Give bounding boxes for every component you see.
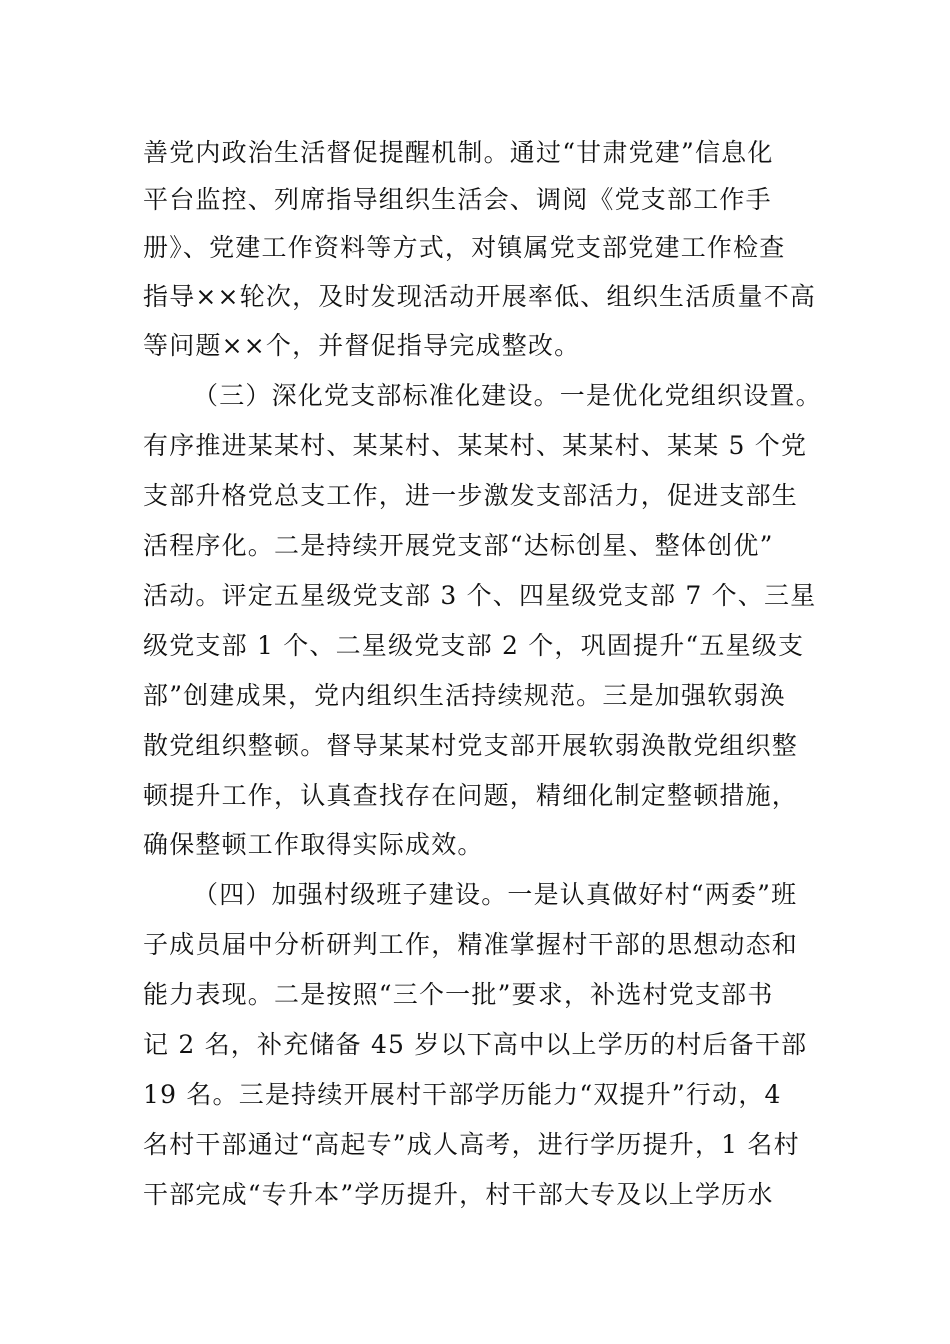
text-line-4: 指导××轮次，及时发现活动开展率低、组织生活质量不高 — [143, 282, 817, 311]
text-line-12: 部”创建成果，党内组织生活持续规范。三是加强软弱涣 — [143, 681, 786, 710]
text-line-20: 19 名。三是持续开展村干部学历能力“双提升”行动，4 — [143, 1080, 782, 1109]
text-line-7: 有序推进某某村、某某村、某某村、某某村、某某 5 个党 — [143, 431, 808, 460]
text-line-11: 级党支部 1 个、二星级党支部 2 个，巩固提升“五星级支 — [143, 631, 805, 660]
text-line-19: 记 2 名，补充储备 45 岁以下高中以上学历的村后备干部 — [143, 1030, 808, 1059]
section-4-heading-line: （四）加强村级班子建设。一是认真做好村“两委”班 — [193, 880, 798, 909]
text-line-14: 顿提升工作，认真查找存在问题，精细化制定整顿措施， — [143, 781, 799, 810]
text-line-10: 活动。评定五星级党支部 3 个、四星级党支部 7 个、三星 — [143, 581, 817, 610]
text-line-18: 能力表现。二是按照“三个一批”要求，补选村党支部书 — [143, 980, 774, 1009]
text-line-8: 支部升格党总支工作，进一步激发支部活力，促进支部生 — [143, 481, 799, 510]
text-line-1: 善党内政治生活督促提醒机制。通过“甘肃党建”信息化 — [143, 138, 774, 167]
text-line-3: 册》、党建工作资料等方式，对镇属党支部党建工作检查 — [143, 233, 786, 262]
section-3-heading-line: （三）深化党支部标准化建设。一是优化党组织设置。 — [193, 381, 822, 410]
text-line-2: 平台监控、列席指导组织生活会、调阅《党支部工作手 — [143, 185, 772, 214]
text-line-13: 散党组织整顿。督导某某村党支部开展软弱涣散党组织整 — [143, 731, 799, 760]
text-line-17: 子成员届中分析研判工作，精准掌握村干部的思想动态和 — [143, 930, 799, 959]
text-line-15: 确保整顿工作取得实际成效。 — [143, 830, 484, 859]
text-line-21: 名村干部通过“高起专”成人高考，进行学历提升，1 名村 — [143, 1130, 800, 1159]
text-line-9: 活程序化。二是持续开展党支部“达标创星、整体创优” — [143, 531, 774, 560]
text-line-22: 干部完成“专升本”学历提升，村干部大专及以上学历水 — [143, 1180, 774, 1209]
text-line-5: 等问题××个，并督促指导完成整改。 — [143, 331, 581, 360]
